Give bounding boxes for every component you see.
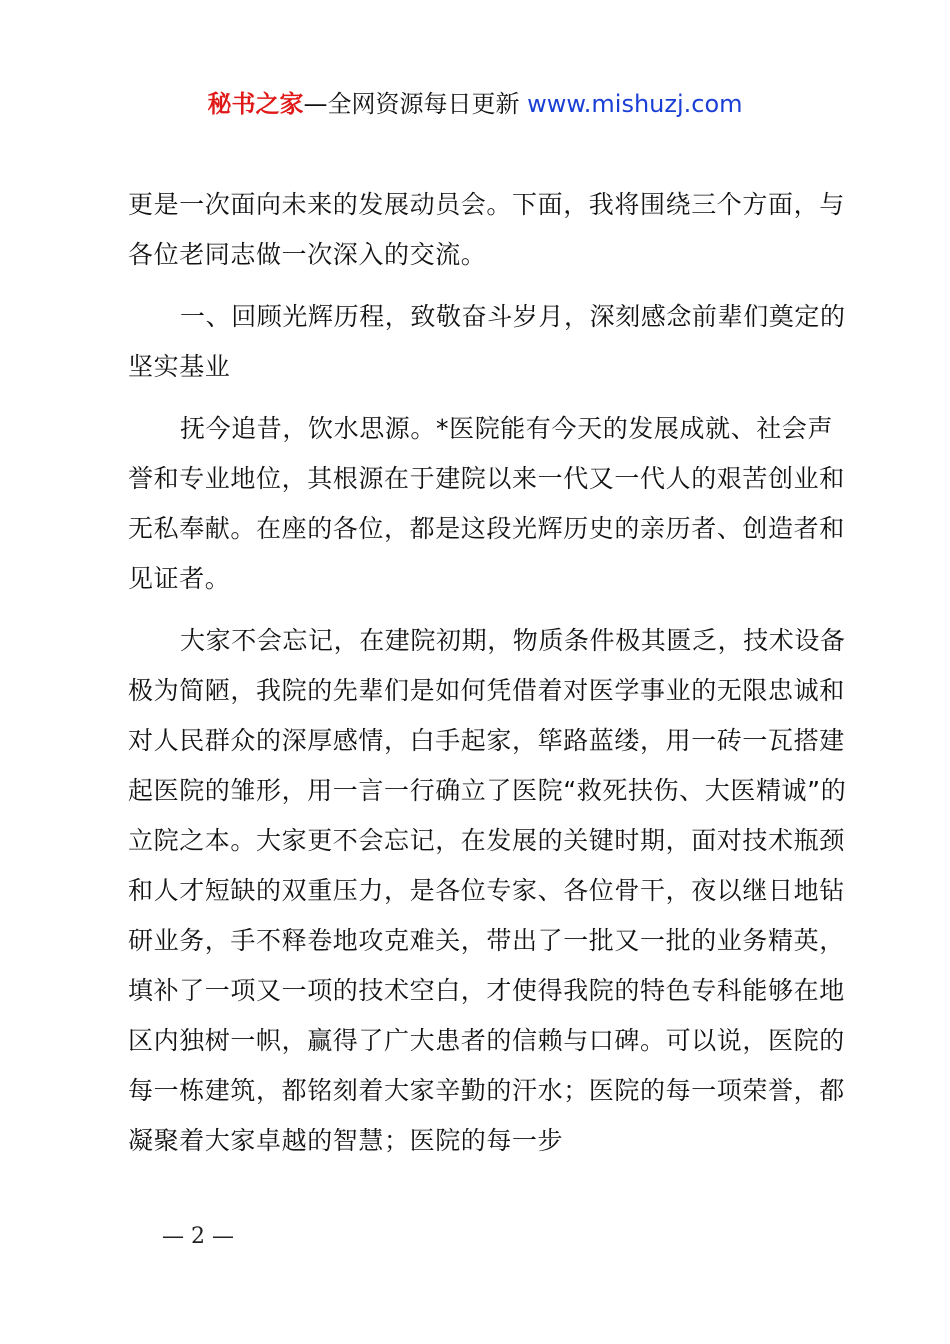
page-number: — 2 — — [162, 1224, 234, 1249]
site-header — [0, 86, 950, 122]
paragraph: 大家不会忘记，在建院初期，物质条件极其匮乏，技术设备极为简陋，我院的先辈们是如何凭借着对医学事业的无限忠诚和对人民群众的深厚感情，白手起家，筚路蓝缕，用一砖一瓦搭建起医院的雏形，用一言一行确立了医院“救死扶伤、大医精诚”的立院之本。大家更不会忘记，在发展的关键时期，面对技术瓶颈和人才短缺的双重压力，是各位专家、各位骨干，夜以继日地钻研业务，手不释卷地攻克难关，带出了一批又一批的业务精英，填补了一项又一项的技术空白，才使得我院的特色专科能够在地区内独树一帜，赢得了广大患者的信赖与口碑。可以说，医院的每一栋建筑，都铭刻着大家辛勤的汗水；医院的每一项荣誉，都凝聚着大家卓越的智慧；医院的每一步 — [128, 626, 847, 1155]
document-body — [128, 180, 858, 1166]
brand-name: 秘书之家 — [207, 90, 304, 118]
paragraph-continuation: 更是一次面向未来的发展动员会。下面，我将围绕三个方面，与各位老同志做一次深入的交流。 — [128, 190, 845, 269]
site-url-link[interactable]: www.mishuzj.com — [527, 90, 743, 118]
header-tagline: —全网资源每日更新 — [303, 90, 528, 118]
section-heading: 一、回顾光辉历程，致敬奋斗岁月，深刻感念前辈们奠定的坚实基业 — [128, 302, 846, 381]
paragraph: 抚今追昔，饮水思源。*医院能有今天的发展成就、社会声誉和专业地位，其根源在于建院以来一代又一代人的艰苦创业和无私奉献。在座的各位，都是这段光辉历史的亲历者、创造者和见证者。 — [128, 414, 845, 593]
